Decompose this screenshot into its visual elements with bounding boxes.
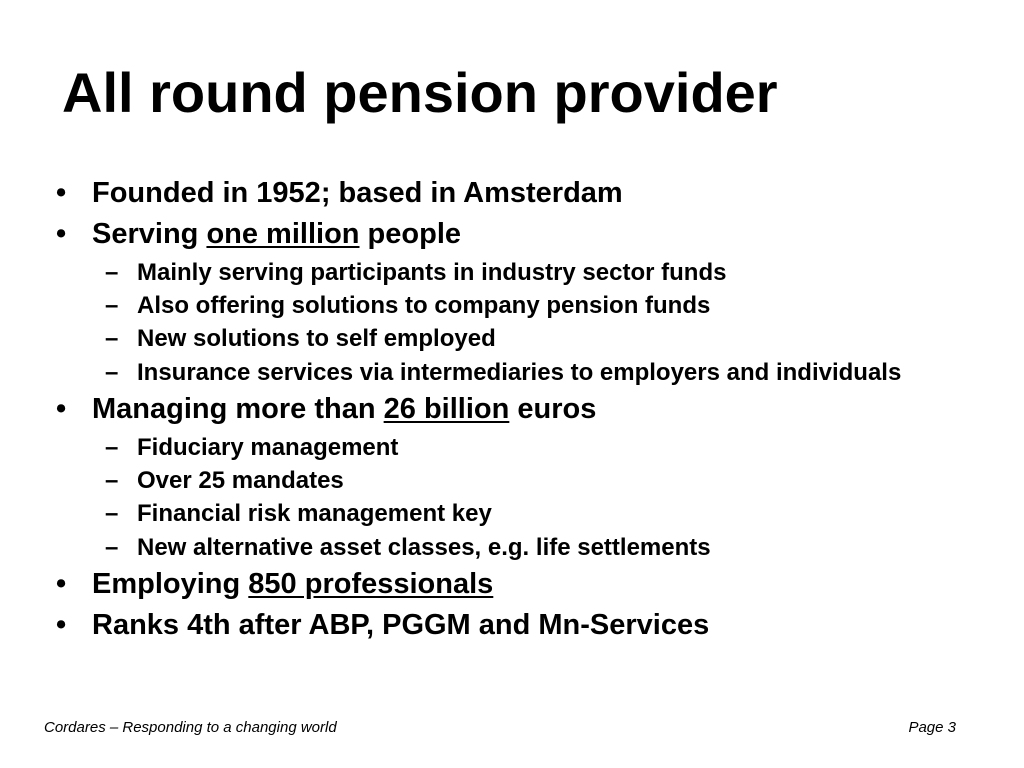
bullet-text-post: people — [359, 218, 462, 251]
bullet-highlight: one million — [206, 218, 360, 251]
bullet-marker: • — [56, 177, 67, 209]
bullet-marker: • — [56, 609, 67, 642]
bullet-highlight: 850 professionals — [248, 568, 494, 600]
sub-bullet — [0, 259, 1024, 286]
sub-bullet-text: New solutions to self employed — [137, 325, 496, 353]
bullet-marker: • — [56, 568, 67, 600]
bullet-employing — [0, 567, 1024, 602]
bullet-text-pre: Serving — [92, 218, 207, 251]
bullet-ranks — [0, 608, 1024, 643]
bullet-text: Ranks 4th after ABP, PGGM and Mn-Services — [92, 609, 710, 642]
sub-bullet — [0, 500, 1024, 527]
sub-bullet-text: Financial risk management key — [137, 500, 492, 528]
dash-marker: – — [105, 325, 119, 353]
slide-title: All round pension provider — [62, 61, 778, 124]
sub-bullet-text: Fiduciary management — [137, 433, 399, 461]
dash-marker: – — [105, 533, 119, 561]
sub-bullet-text: New alternative asset classes, e.g. life settlements — [137, 533, 711, 561]
bullet-text: Founded in 1952; based in Amsterdam — [92, 177, 623, 209]
bullet-text-pre: Employing — [92, 568, 249, 600]
sub-bullet-text: Mainly serving participants in industry sector funds — [137, 258, 727, 286]
bullet-serving — [0, 217, 1024, 252]
sub-bullet-text: Over 25 mandates — [137, 466, 344, 494]
bullet-marker: • — [56, 393, 67, 426]
sub-bullet-text: Also offering solutions to company pension funds — [137, 292, 711, 320]
bullet-text-pre: Managing more than — [92, 393, 384, 426]
dash-marker: – — [105, 292, 119, 320]
bullet-highlight: 26 billion — [383, 393, 510, 426]
bullet-founded — [0, 176, 1024, 211]
sub-bullet — [0, 467, 1024, 494]
sub-bullet — [0, 325, 1024, 352]
page-number: Page 3 — [908, 719, 956, 736]
dash-marker: – — [105, 433, 119, 461]
dash-marker: – — [105, 358, 119, 386]
dash-marker: – — [105, 500, 119, 528]
bullet-managing — [0, 392, 1024, 427]
sub-bullet — [0, 292, 1024, 319]
sub-bullet — [0, 534, 1024, 561]
bullet-marker: • — [56, 218, 67, 251]
bullet-list — [0, 176, 1024, 650]
dash-marker: – — [105, 258, 119, 286]
bullet-text-post: euros — [509, 393, 597, 426]
sub-bullet — [0, 359, 1024, 386]
footer-caption: Cordares – Responding to a changing world — [44, 719, 337, 736]
sub-bullet — [0, 434, 1024, 461]
dash-marker: – — [105, 466, 119, 494]
sub-bullet-text: Insurance services via intermediaries to employers and individuals — [137, 358, 902, 386]
